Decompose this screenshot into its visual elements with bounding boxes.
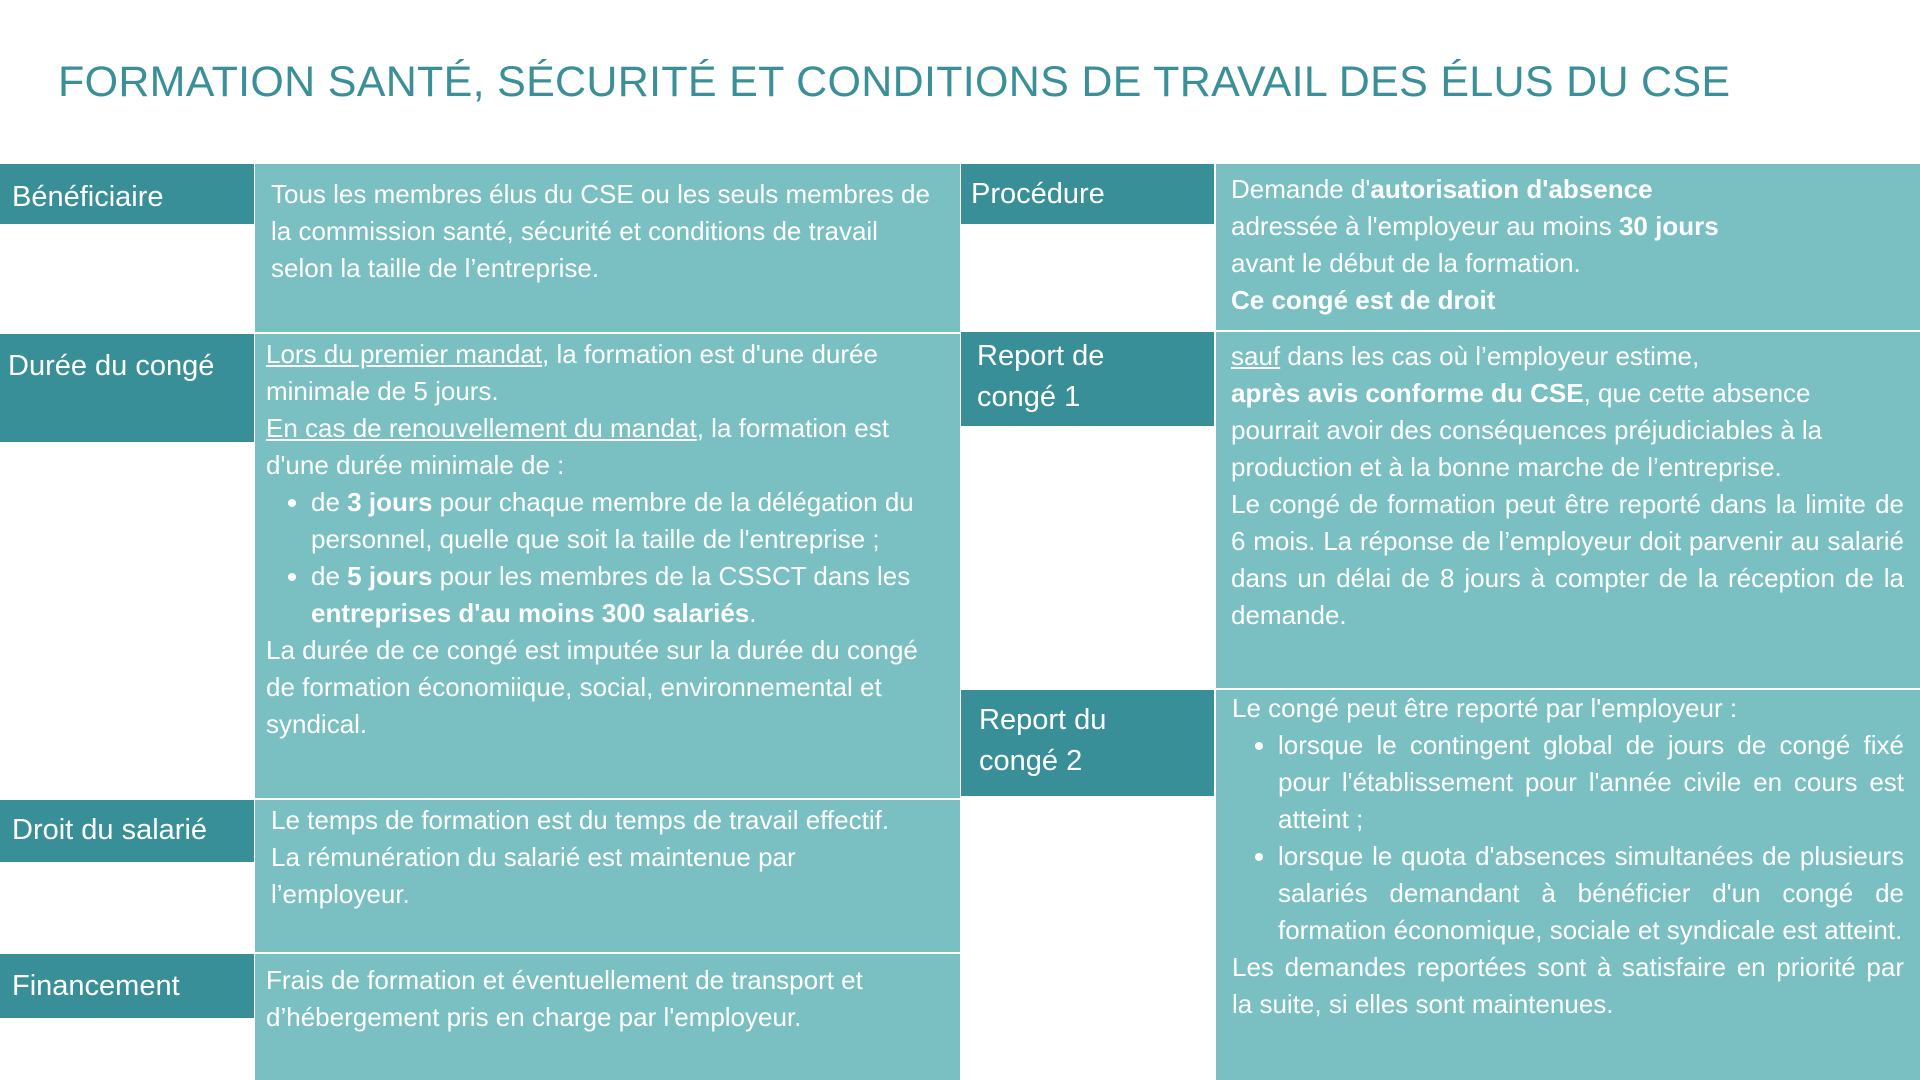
report2-outro: Les demandes reportées sont à satisfaire en priorité par la suite, si elles sont maintenues.	[1232, 952, 1904, 1019]
report2-bullet-1: • lorsque le contingent global de jours de congé fixé pour l'établissement pour l'année civile en cours est atteint ;	[1278, 727, 1904, 838]
duree-p1-underline: Lors du premier mandat	[266, 339, 543, 369]
duree-bullet-1: • de 3 jours pour chaque membre de la délégation du personnel, quelle que soit la taille de l'entreprise ;	[311, 484, 946, 558]
content-report-1	[1216, 332, 1920, 688]
label-droit-text: Droit du salarié	[12, 814, 208, 846]
label-duree	[0, 334, 254, 442]
label-financement-text: Financement	[12, 970, 180, 1002]
label-droit	[0, 800, 254, 862]
label-procedure-text: Procédure	[971, 178, 1105, 210]
content-report-2	[1216, 690, 1920, 1080]
financement-text: Frais de formation et éventuellement de transport et d’hébergement pris en charge par l'employeur.	[266, 965, 863, 1032]
procedure-line-1: Demande d'autorisation d'absence	[1231, 174, 1653, 204]
droit-p1: Le temps de formation est du temps de travail effectif.	[271, 805, 890, 835]
duree-p2	[266, 410, 946, 484]
duree-p2-rest: , la formation est d'une durée minimale de :	[266, 413, 889, 480]
label-report-1-line-1: Report de	[977, 340, 1105, 372]
content-beneficiaire	[255, 164, 960, 332]
content-droit	[255, 800, 960, 952]
duree-p1	[266, 336, 946, 410]
label-report-2	[961, 690, 1214, 796]
procedure-line-4: Ce congé est de droit	[1231, 285, 1496, 315]
report2-intro: Le congé peut être reporté par l'employeur :	[1232, 693, 1738, 723]
label-beneficiaire-text: Bénéficiaire	[12, 181, 164, 213]
content-procedure	[1216, 164, 1920, 330]
duree-p3: La durée de ce congé est imputée sur la durée du congé de formation économiique, social, environnemental et syndical.	[266, 635, 918, 739]
duree-p2-underline: En cas de renouvellement du mandat	[266, 413, 697, 443]
report1-p3: Le congé de formation peut être reporté dans la limite de 6 mois. La réponse de l’employeur doit parvenir au salarié dans un délai de 8 jours à compter de la réception de la demande.	[1231, 489, 1904, 630]
content-duree	[255, 334, 960, 798]
label-report-1	[961, 332, 1214, 426]
label-report-2-line-1: Report du	[979, 704, 1107, 736]
label-financement	[0, 954, 254, 1018]
report2-bullets	[1232, 727, 1904, 949]
droit-p2: La rémunération du salarié est maintenue par l’employeur.	[271, 842, 796, 909]
duree-p1-rest: , la formation est d'une durée minimale de 5 jours.	[266, 339, 878, 406]
label-report-2-line-2: congé 2	[979, 745, 1083, 777]
report1-p1: sauf dans les cas où l’employeur estime,	[1231, 341, 1700, 371]
procedure-line-3: avant le début de la formation.	[1231, 248, 1581, 278]
report2-bullet-2: • lorsque le quota d'absences simultanées de plusieurs salariés demandant à bénéficier d'un congé de formation économique, sociale et syndicale est atteint.	[1278, 838, 1904, 949]
duree-bullets	[266, 484, 946, 632]
page-title: FORMATION SANTÉ, SÉCURITÉ ET CONDITIONS DE TRAVAIL DES ÉLUS DU CSE	[58, 58, 1731, 106]
content-financement	[255, 954, 960, 1080]
label-beneficiaire	[0, 164, 254, 224]
label-procedure	[961, 164, 1214, 224]
label-report-1-line-2: congé 1	[977, 381, 1081, 413]
beneficiaire-text: Tous les membres élus du CSE ou les seuls membres de la commission santé, sécurité et conditions de travail selon la taille de l’entreprise.	[271, 179, 930, 283]
procedure-line-2: adressée à l'employeur au moins 30 jours	[1231, 211, 1719, 241]
report1-p2: après avis conforme du CSE, que cette absence pourrait avoir des conséquences préjudiciables à la production et à la bonne marche de l’entreprise.	[1231, 378, 1823, 482]
duree-bullet-2: • de 5 jours pour les membres de la CSSCT dans les entreprises d'au moins 300 salariés.	[311, 558, 946, 632]
label-duree-text: Durée du congé	[8, 350, 215, 382]
